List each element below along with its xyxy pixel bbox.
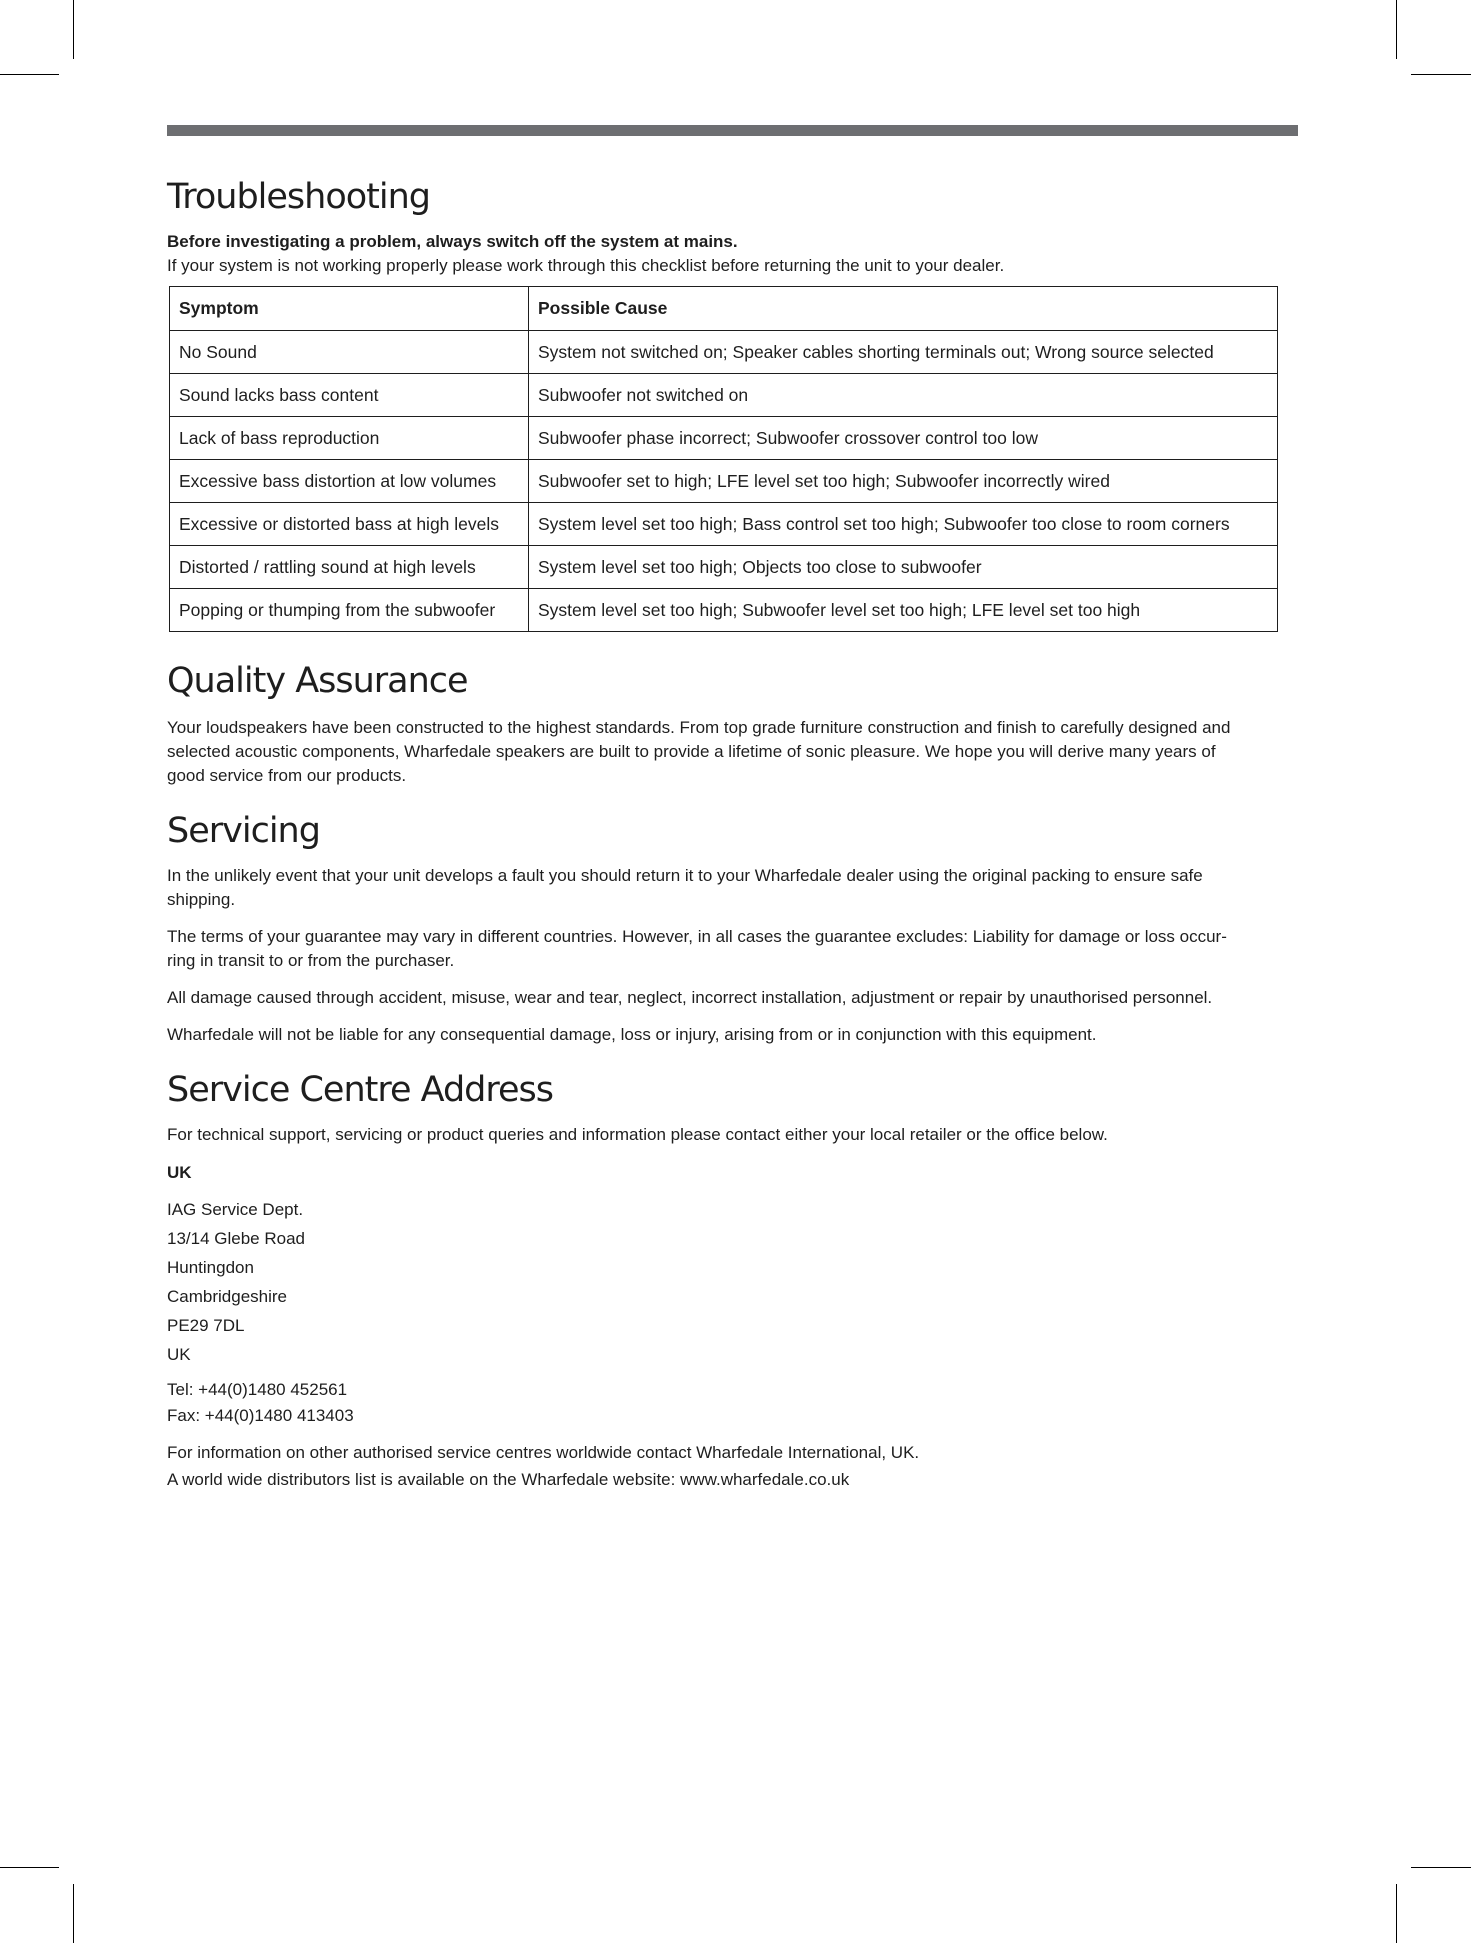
quality-line: Your loudspeakers have been constructed to the highest standards. From top grade furniture construction and finish to carefully designed and: [167, 718, 1231, 737]
table-row: [170, 503, 1278, 546]
symptom-cell: Sound lacks bass content: [170, 374, 529, 417]
address-line: IAG Service Dept.: [167, 1200, 304, 1219]
address-line: Cambridgeshire: [167, 1287, 287, 1306]
servicing-line: The terms of your guarantee may vary in different countries. However, in all cases the guarantee excludes: Liability for damage or loss occur-: [167, 927, 1227, 946]
table-row: [170, 546, 1278, 589]
quality-line: selected acoustic components, Wharfedale speakers are built to provide a lifetime of sonic pleasure. We hope you will derive many years of: [167, 742, 1216, 761]
crop-mark-tl-v: [73, 0, 74, 59]
page-content: [167, 176, 1298, 1493]
troubleshooting-table: [169, 286, 1278, 632]
symptom-cell: Popping or thumping from the subwoofer: [170, 589, 529, 632]
footer-line: For information on other authorised service centres worldwide contact Wharfedale International, UK.: [167, 1443, 920, 1462]
footer-line: A world wide distributors list is available on the Wharfedale website: www.wharfedale.co.uk: [167, 1470, 850, 1489]
crop-mark-tr-v: [1396, 0, 1397, 59]
servicing-paragraph-1: [167, 864, 1298, 912]
symptom-cell: Lack of bass reproduction: [170, 417, 529, 460]
crop-mark-tl-h: [0, 74, 59, 75]
region-label: UK: [167, 1163, 192, 1182]
table-row: [170, 417, 1278, 460]
table-header-row: [170, 287, 1278, 331]
cause-cell: System level set too high; Bass control set too high; Subwoofer too close to room corners: [529, 503, 1278, 546]
servicing-paragraph-3: All damage caused through accident, misuse, wear and tear, neglect, incorrect installation, adjustment or repair by unauthorised personnel.: [167, 988, 1213, 1007]
crop-mark-br-v: [1396, 1884, 1397, 1943]
column-header-symptom: Symptom: [170, 287, 529, 331]
troubleshooting-heading: Troubleshooting: [167, 177, 431, 217]
contact-block: [167, 1377, 1298, 1429]
table-row: [170, 589, 1278, 632]
troubleshooting-intro: If your system is not working properly please work through this checklist before returning the unit to your dealer.: [167, 256, 1005, 275]
service-centre-heading: Service Centre Address: [167, 1070, 554, 1110]
cause-cell: System level set too high; Subwoofer level set too high; LFE level set too high: [529, 589, 1278, 632]
symptom-cell: No Sound: [170, 331, 529, 374]
crop-mark-bl-h: [0, 1867, 59, 1868]
quality-line: good service from our products.: [167, 766, 407, 785]
crop-mark-br-h: [1411, 1867, 1471, 1868]
tel-number: Tel: +44(0)1480 452561: [167, 1380, 348, 1399]
address-line: 13/14 Glebe Road: [167, 1229, 305, 1248]
symptom-cell: Distorted / rattling sound at high levels: [170, 546, 529, 589]
servicing-line: In the unlikely event that your unit develops a fault you should return it to your Wharfedale dealer using the original packing to ensure safe: [167, 866, 1203, 885]
quality-heading: Quality Assurance: [167, 661, 468, 701]
address-line: PE29 7DL: [167, 1316, 245, 1335]
servicing-paragraph-4: Wharfedale will not be liable for any consequential damage, loss or injury, arising from or in conjunction with this equipment.: [167, 1025, 1097, 1044]
warning-text: Before investigating a problem, always switch off the system at mains.: [167, 232, 738, 251]
cause-cell: Subwoofer not switched on: [529, 374, 1278, 417]
header-bar: [167, 125, 1298, 136]
quality-paragraph: [167, 716, 1298, 788]
address-block: [167, 1195, 1298, 1369]
fax-number: Fax: +44(0)1480 413403: [167, 1406, 354, 1425]
column-header-cause: Possible Cause: [529, 287, 1278, 331]
servicing-heading: Servicing: [167, 811, 320, 851]
address-line: Huntingdon: [167, 1258, 254, 1277]
symptom-cell: Excessive or distorted bass at high levels: [170, 503, 529, 546]
servicing-line: shipping.: [167, 890, 236, 909]
cause-cell: System not switched on; Speaker cables shorting terminals out; Wrong source selected: [529, 331, 1278, 374]
servicing-line: ring in transit to or from the purchaser.: [167, 951, 455, 970]
cause-cell: Subwoofer set to high; LFE level set too high; Subwoofer incorrectly wired: [529, 460, 1278, 503]
service-centre-intro: For technical support, servicing or product queries and information please contact either your local retailer or the office below.: [167, 1125, 1108, 1144]
footer-info: [167, 1439, 1298, 1493]
symptom-cell: Excessive bass distortion at low volumes: [170, 460, 529, 503]
crop-mark-tr-h: [1411, 74, 1471, 75]
table-row: [170, 331, 1278, 374]
crop-mark-bl-v: [73, 1884, 74, 1943]
cause-cell: Subwoofer phase incorrect; Subwoofer crossover control too low: [529, 417, 1278, 460]
cause-cell: System level set too high; Objects too close to subwoofer: [529, 546, 1278, 589]
table-row: [170, 460, 1278, 503]
table-row: [170, 374, 1278, 417]
servicing-paragraph-2: [167, 925, 1298, 973]
address-line: UK: [167, 1345, 191, 1364]
